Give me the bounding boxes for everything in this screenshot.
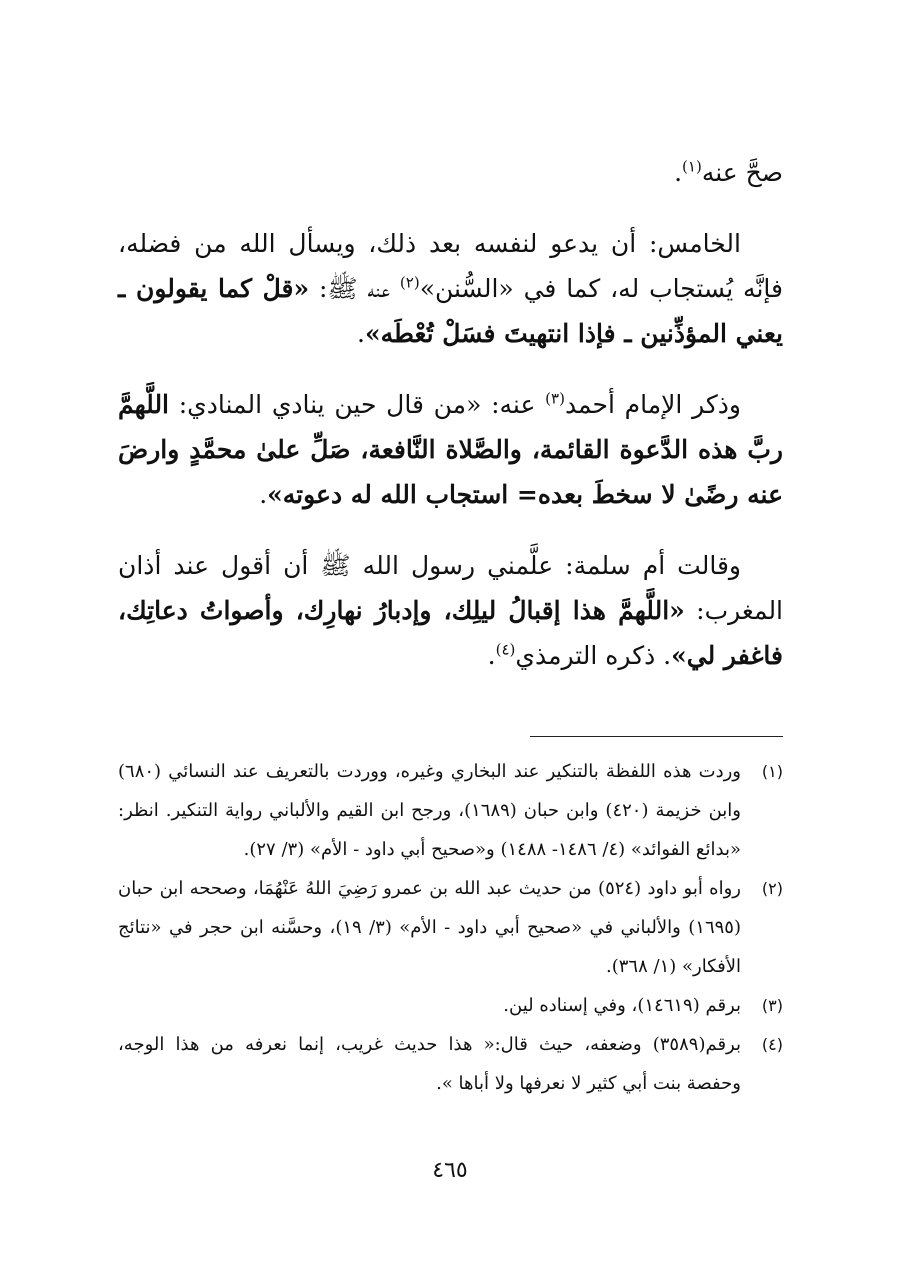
footnote-ref-2[interactable]: (٢) xyxy=(399,273,420,292)
paragraph-3-end: . xyxy=(259,480,268,509)
footnote-number: (٤) xyxy=(761,1035,783,1054)
paragraph-3-text: وذكر الإمام أحمد xyxy=(564,390,742,419)
main-text xyxy=(118,150,783,678)
footnote-text: رواه أبو داود (٥٢٤) من حديث عبد الله بن عمرو رَضِيَ اللهُ عَنْهُمَا، وصححه ابن حبان (١٦٩٥) والألباني في «صحيح أبي داود - الأم» (٣/ ١٩)، وحسَّنه ابن حجر في «نتائج الأفكار» (١/ ٣٦٨). xyxy=(118,878,741,977)
paragraph-4-attribution: . ذكره الترمذي xyxy=(515,641,672,670)
paragraph-3-attribution: عنه: «من قال حين ينادي المنادي: xyxy=(169,390,546,419)
paragraph-1-text: صحَّ عنه xyxy=(701,158,783,187)
dua-quote-3: اللَّهمَّ ربَّ هذه الدَّعوة القائمة، والصَّلاة النَّافعة، صَلِّ علىٰ محمَّدٍ وارضَ عنه رضًىٰ لا سخطَ بعده= استجاب الله له دعوته» xyxy=(118,390,783,509)
footnote-text: برقم (١٤٦١٩)، وفي إسناده لين. xyxy=(503,995,741,1016)
footnote-2 xyxy=(118,869,783,986)
footnote-3 xyxy=(118,986,783,1025)
paragraph-2-attribution: عنه ﷺ: xyxy=(309,274,400,303)
footnote-1 xyxy=(118,752,783,869)
footnote-text: وردت هذه اللفظة بالتنكير عند البخاري وغيره، ووردت بالتعريف عند النسائي (٦٨٠) وابن خزيمة (٤٢٠) وابن حبان (١٦٨٩)، ورجح ابن القيم والألباني رواية التنكير. انظر: «بدائع الفوائد» (٤/ ١٤٨٦- ١٤٨٨) و«صحيح أبي داود - الأم» (٣/ ٢٧). xyxy=(118,761,742,860)
page-number: ٤٦٥ xyxy=(432,1158,468,1183)
footnote-text: برقم(٣٥٨٩) وضعفه، حيث قال:« هذا حديث غريب، إنما نعرفه من هذا الوجه، وحفصة بنت أبي كثير لا نعرفها ولا أباها ». xyxy=(118,1034,741,1094)
paragraph-1 xyxy=(118,150,783,195)
dua-quote-4: «اللَّهمَّ هذا إقبالُ ليلِك، وإدبارُ نهارِك، وأصواتُ دعاتِك، فاغفر لي» xyxy=(118,596,783,670)
footnotes xyxy=(118,752,783,1103)
footnote-4 xyxy=(118,1025,783,1103)
paragraph-4-end: . xyxy=(487,641,496,670)
footnote-ref-4[interactable]: (٤) xyxy=(495,640,516,659)
footnote-number: (١) xyxy=(761,762,783,781)
paragraph-4-text: وقالت أم سلمة: علَّمني رسول الله ﷺ أن أقول عند أذان المغرب: xyxy=(118,551,784,625)
paragraph-2 xyxy=(118,221,783,356)
footnote-number: (٢) xyxy=(761,879,783,898)
hadith-quote-2: «قلْ كما يقولون ـ يعني المؤذِّنين ـ فإذا انتهيتَ فسَلْ تُعْطَه» xyxy=(118,274,783,348)
paragraph-2-end: . xyxy=(357,319,365,348)
footnote-ref-1[interactable]: (١) xyxy=(682,157,702,176)
paragraph-1-end: . xyxy=(674,158,683,187)
paragraph-2-text: الخامس: أن يدعو لنفسه بعد ذلك، ويسأل الله من فضله، فإنَّه يُستجاب له، كما في «السُّنن» xyxy=(118,229,783,303)
footnote-number: (٣) xyxy=(761,996,783,1015)
paragraph-3 xyxy=(118,382,783,517)
footnote-ref-3[interactable]: (٣) xyxy=(545,389,565,408)
footnote-separator xyxy=(530,736,783,737)
paragraph-4 xyxy=(118,543,783,678)
